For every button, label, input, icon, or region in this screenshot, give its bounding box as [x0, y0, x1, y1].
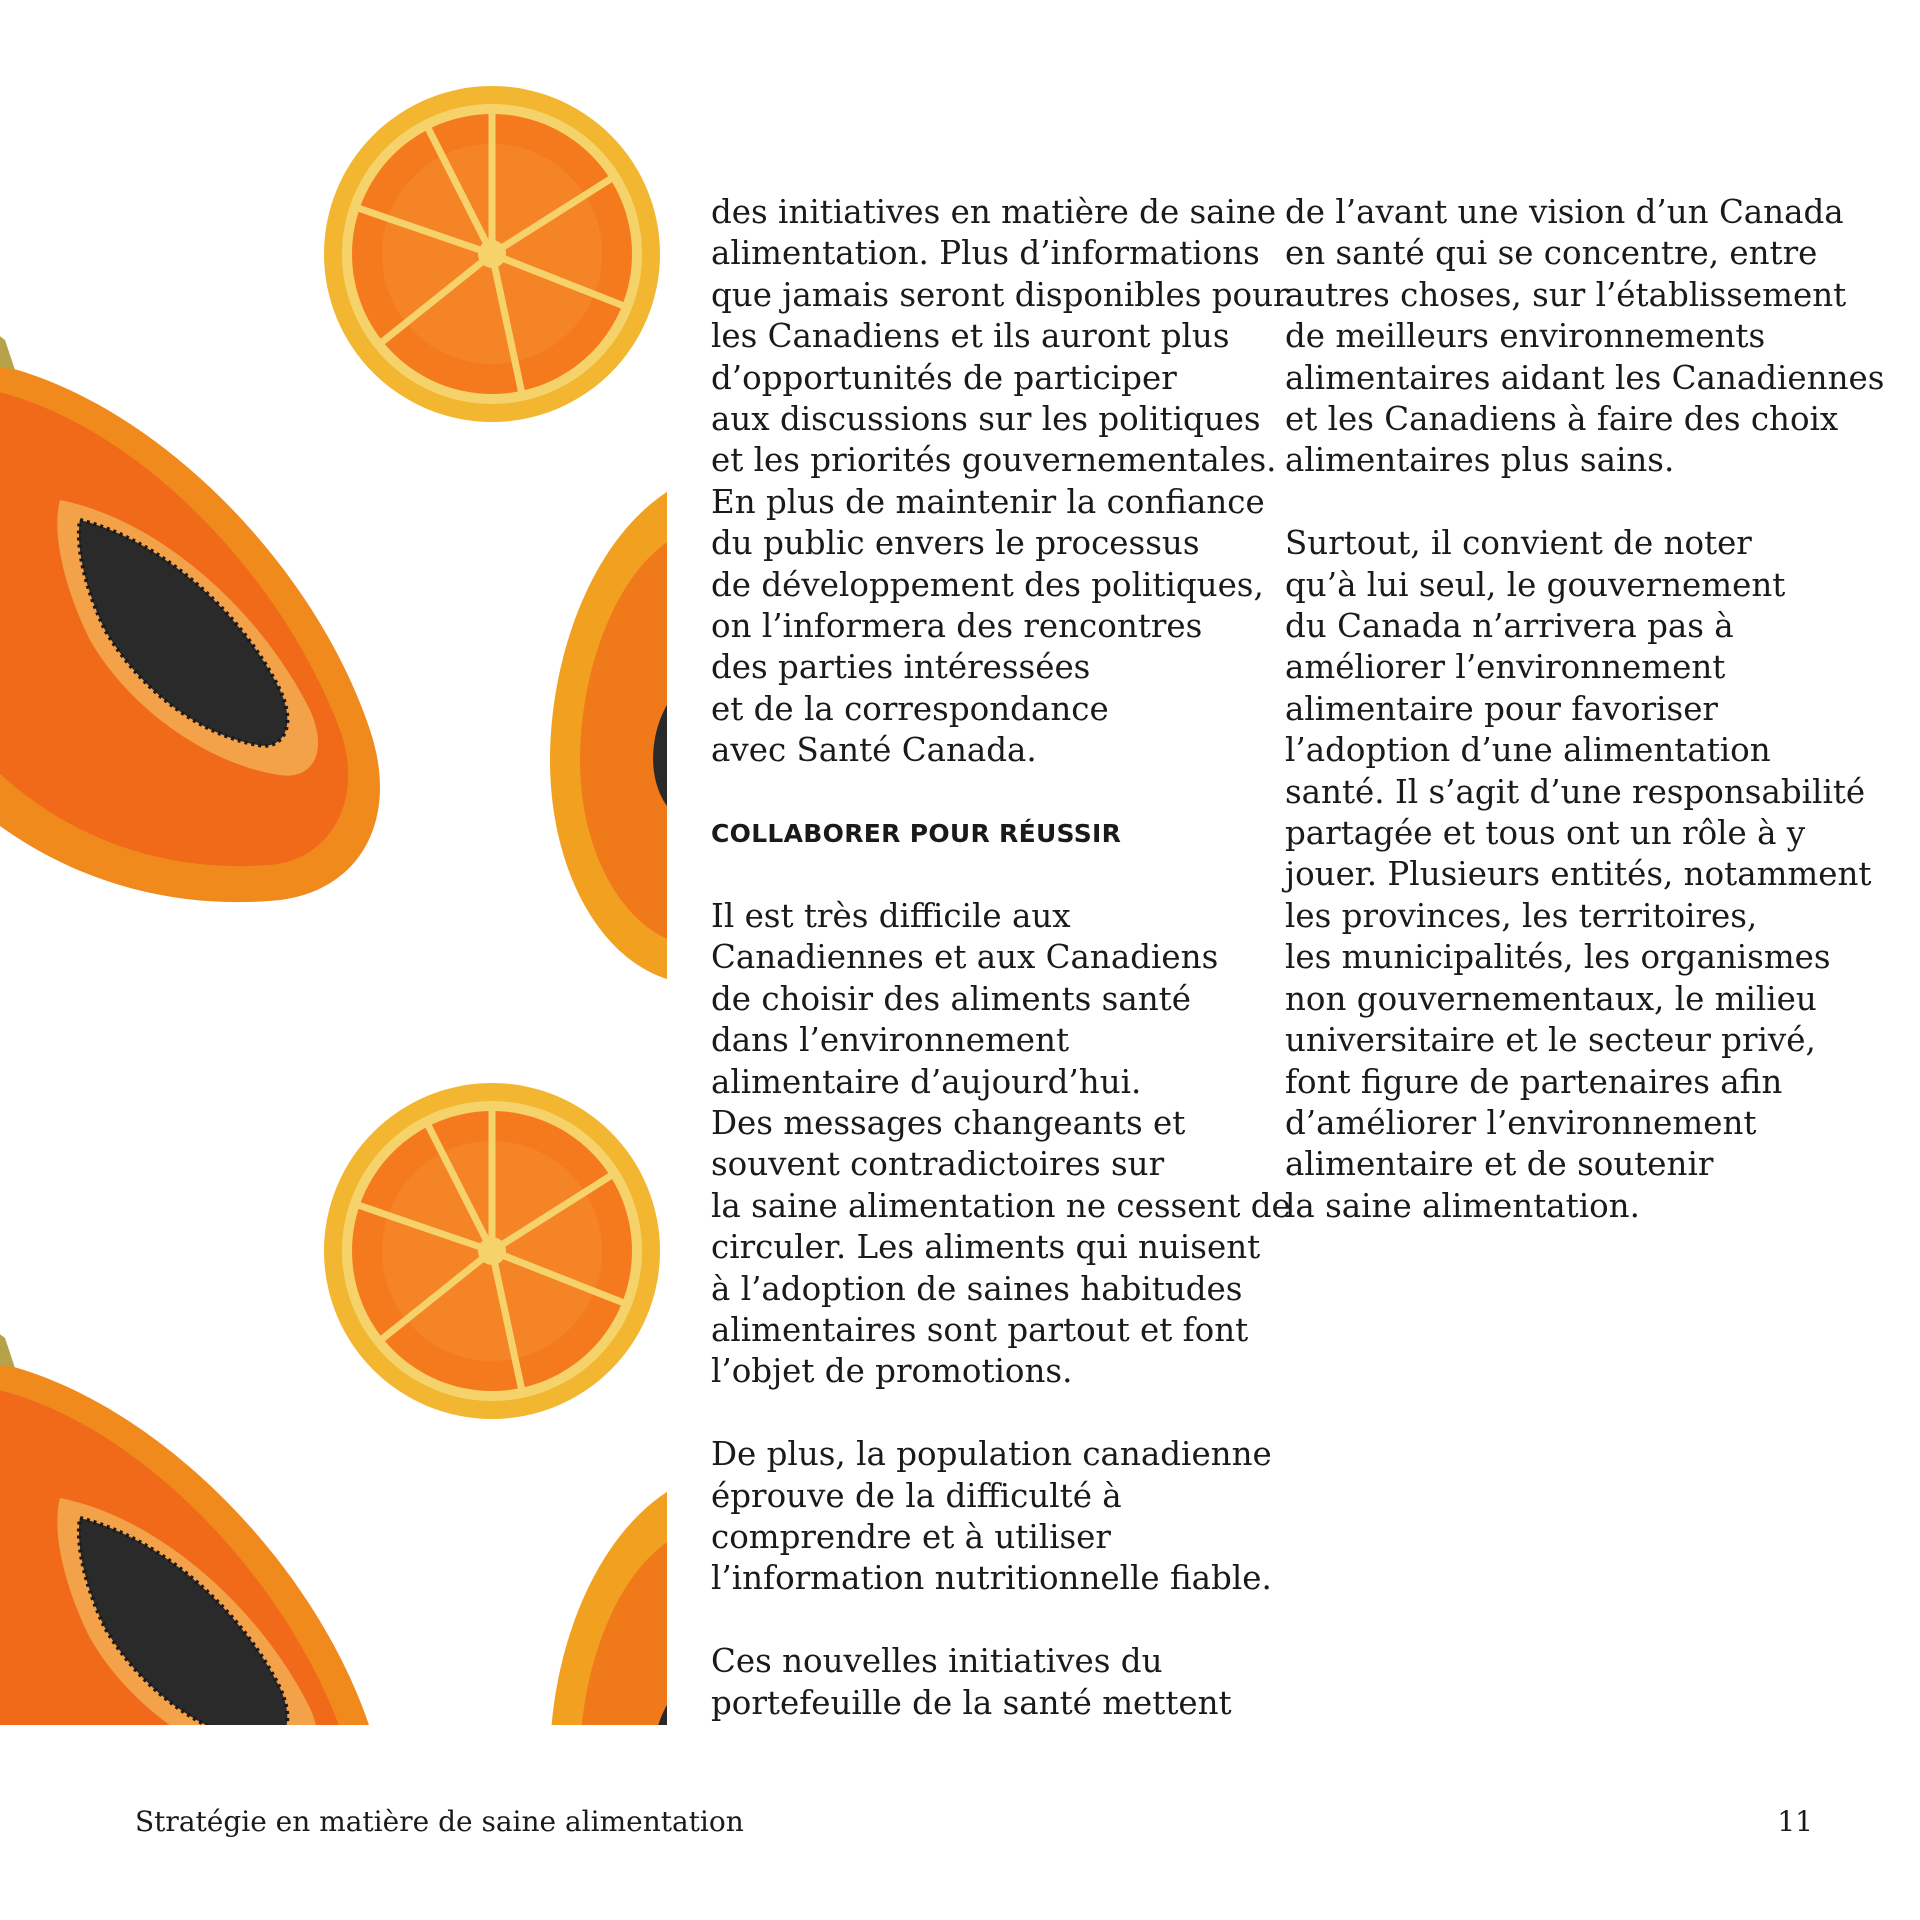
text-line: font figure de partenaires afin	[1285, 1062, 1783, 1101]
right-paragraph-2	[1285, 523, 1872, 1227]
text-line: et les Canadiens à faire des choix	[1285, 400, 1839, 439]
text-line: alimentaires sont partout et font	[711, 1310, 1249, 1349]
text-line: circuler. Les aliments qui nuisent	[711, 1228, 1261, 1267]
text-line: les municipalités, les organismes	[1285, 938, 1831, 977]
text-line: l’adoption d’une alimentation	[1285, 731, 1771, 770]
text-line: alimentaire pour favoriser	[1285, 689, 1718, 728]
text-line: De plus, la population canadienne	[711, 1435, 1272, 1474]
text-line: à l’adoption de saines habitudes	[711, 1269, 1243, 1308]
section-heading: COLLABORER POUR RÉUSSIR	[711, 819, 1122, 849]
left-paragraph-4	[711, 1641, 1231, 1724]
text-line: non gouvernementaux, le milieu	[1285, 979, 1817, 1018]
text-line: des initiatives en matière de saine	[711, 193, 1277, 231]
text-line: que jamais seront disponibles pour	[711, 275, 1289, 314]
text-line: alimentation. Plus d’informations	[711, 234, 1260, 273]
text-line: alimentaire et de soutenir	[1285, 1145, 1714, 1184]
text-line: de meilleurs environnements	[1285, 317, 1766, 356]
text-line: et de la correspondance	[711, 689, 1109, 728]
text-line: Il est très difficile aux	[711, 896, 1071, 935]
text-line: dans l’environnement	[711, 1021, 1070, 1060]
text-line: et les priorités gouvernementales.	[711, 441, 1277, 480]
text-line: Ces nouvelles initiatives du	[711, 1642, 1163, 1681]
text-line: en santé qui se concentre, entre	[1285, 234, 1818, 273]
text-line: santé. Il s’agit d’une responsabilité	[1285, 772, 1866, 811]
text-line: la saine alimentation.	[1285, 1186, 1640, 1225]
text-line: de choisir des aliments santé	[711, 979, 1191, 1018]
text-line: d’améliorer l’environnement	[1285, 1103, 1757, 1142]
text-line: jouer. Plusieurs entités, notamment	[1285, 855, 1872, 894]
text-line: de l’avant une vision d’un Canada	[1285, 193, 1844, 231]
text-line: alimentaires plus sains.	[1285, 441, 1675, 480]
text-line: du public envers le processus	[711, 524, 1200, 563]
text-line: avec Santé Canada.	[711, 731, 1037, 770]
text-line: comprendre et à utiliser	[711, 1517, 1111, 1556]
text-line: des parties intéressées	[711, 648, 1091, 687]
text-line: améliorer l’environnement	[1285, 648, 1726, 687]
text-line: Surtout, il convient de noter	[1285, 524, 1752, 563]
left-paragraph-3	[711, 1434, 1272, 1600]
text-line: de développement des politiques,	[711, 565, 1264, 604]
right-paragraph-1	[1285, 192, 1885, 482]
text-line: En plus de maintenir la confiance	[711, 482, 1265, 521]
text-line: l’information nutritionnelle fiable.	[711, 1559, 1272, 1598]
text-line: du Canada n’arrivera pas à	[1285, 607, 1734, 646]
page-number: 11	[1777, 1805, 1813, 1838]
text-line: les provinces, les territoires,	[1285, 896, 1758, 935]
text-line: éprouve de la difficulté à	[711, 1476, 1122, 1515]
text-line: on l’informera des rencontres	[711, 607, 1203, 646]
text-line: l’objet de promotions.	[711, 1352, 1073, 1391]
text-line: Canadiennes et aux Canadiens	[711, 938, 1219, 977]
right-text-column	[1285, 192, 1885, 1269]
text-line: qu’à lui seul, le gouvernement	[1285, 565, 1786, 604]
left-paragraph-2	[711, 896, 1291, 1393]
text-line: souvent contradictoires sur	[711, 1145, 1165, 1184]
text-line: d’opportunités de participer	[711, 358, 1177, 397]
text-line: partagée et tous ont un rôle à y	[1285, 814, 1806, 853]
text-line: aux discussions sur les politiques	[711, 400, 1261, 439]
text-line: la saine alimentation ne cessent de	[711, 1186, 1291, 1225]
text-line: alimentaires aidant les Canadiennes	[1285, 358, 1885, 397]
text-line: universitaire et le secteur privé,	[1285, 1021, 1816, 1060]
fruit-illustration	[0, 0, 667, 1725]
footer-document-title: Stratégie en matière de saine alimentation	[135, 1805, 744, 1838]
text-line: alimentaire d’aujourd’hui.	[711, 1062, 1142, 1101]
text-line: portefeuille de la santé mettent	[711, 1683, 1232, 1722]
left-text-column	[711, 192, 1291, 1765]
text-line: les Canadiens et ils auront plus	[711, 317, 1230, 356]
left-paragraph-1	[711, 192, 1289, 772]
text-line: Des messages changeants et	[711, 1103, 1186, 1142]
text-line: autres choses, sur l’établissement	[1285, 275, 1847, 314]
